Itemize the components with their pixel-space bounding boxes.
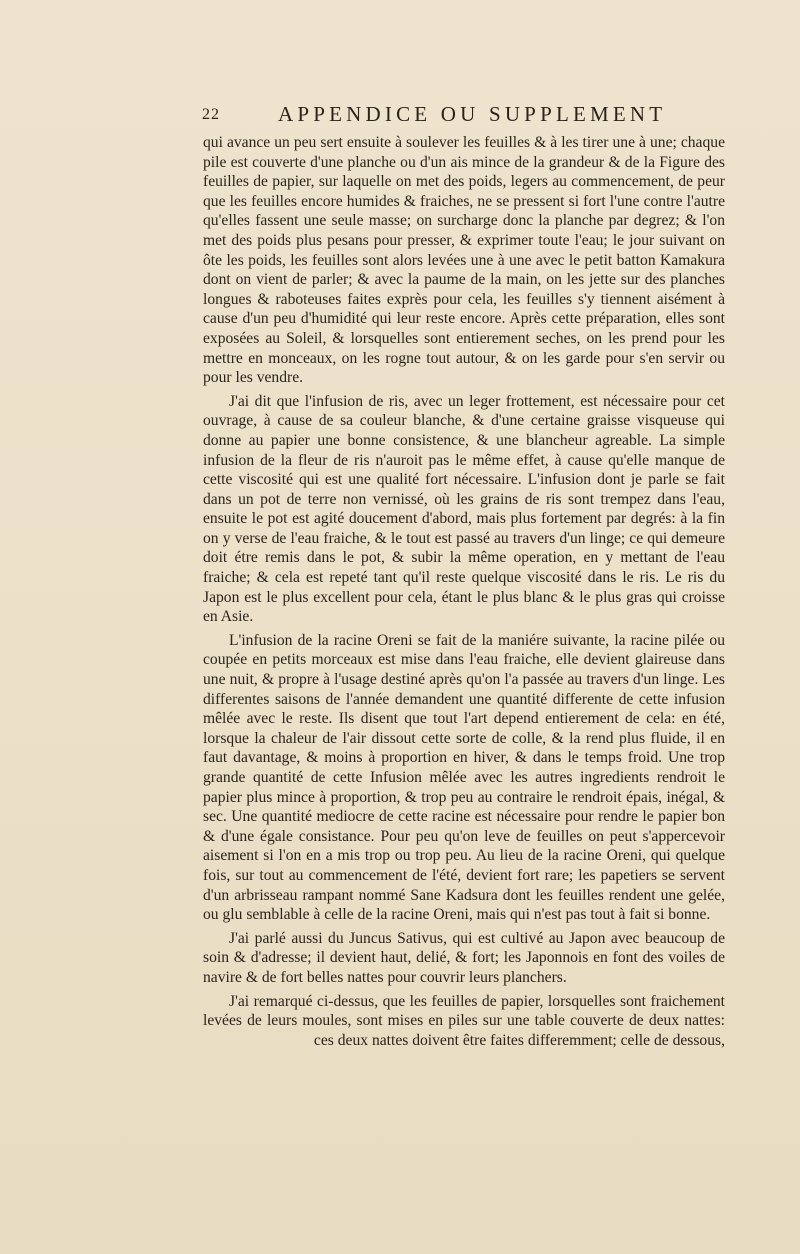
paragraph-mats: J'ai remarqué ci-dessus, que les feuilles de papier, lorsquelles sont fraichement levées de leurs moules, sont mises en piles sur une table couverte de deux nattes: ces deux nattes doivent être faites differemment; celle de dessous, [203,992,725,1049]
paragraph-oreni-root: L'infusion de la racine Oreni se fait de la maniére suivante, la racine pilée ou coupée en petits morceaux est mise dans l'eau fraiche, elle devient glaireuse dans une nuit, & propre à l'usage destiné après qu'on l'a passée au travers d'un linge. Les differentes saisons de l'année demandent une quantité differente de cette infusion mêlée avec le reste. Ils disent que tout l'art depend entierement de cela: en été, lorsque la chaleur de l'air dissout cette sorte de colle, & la rend plus fluide, il en faut davantage, & moins à proportion en hiver, & dans le temps froid. Une trop grande quantité de cette Infusion mêlée avec les autres ingredients rendroit le papier plus mince à proportion, & trop peu au contraire le rendroit épais, inégal, & sec. Une quantité mediocre de cette racine est nécessaire pour rendre le papier bon & d'une égale consistance. Pour peu qu'on leve de feuilles on peut s'appercevoir aisement si l'on en a mis trop ou trop peu. Au lieu de la racine Oreni, qui quelque fois, sur tout au commencement de l'été, devient fort rare; les papetiers se servent d'un arbrisseau rampant nommé Sane Kadsura dont les feuilles rendent une gelée, ou glu semblable à celle de la racine Oreni, mais qui n'est pas tout à fait si bonne. [203,631,725,924]
body-text [203,133,725,1054]
page-number: 22 [202,106,220,123]
paragraph-rice-infusion: J'ai dit que l'infusion de ris, avec un leger frottement, est nécessaire pour cet ouvrage, à cause de sa couleur blanche, & d'une certaine graisse visqueuse qui donne au papier une bonne consistence, & une blancheur agreable. La simple infusion de la fleur de ris n'auroit pas le même effet, à cause qu'elle manque de cette viscosité qui est une qualité fort nécessaire. L'infusion dont je parle se fait dans un pot de terre non vernissé, où les grains de ris sont trempez dans l'eau, ensuite le pot est agité doucement d'abord, mais plus fortement par degrés: à la fin on y verse de l'eau fraiche, & le tout est passé au travers d'un linge; ce qui demeure doit étre remis dans le pot, & subir la même operation, en y mettant de l'eau fraiche; & cela est repeté tant qu'il reste quelque viscosité dans le ris. Le ris du Japon est le plus excellent pour cela, étant le plus blanc & le plus gras qui croisse en Asie. [203,392,725,626]
paragraph-juncus-sativus: J'ai parlé aussi du Juncus Sativus, qui est cultivé au Japon avec beaucoup de soin & d'adresse; il devient haut, delié, & fort; les Japonnois en font des voiles de navire & de fort belles nattes pour couvrir leurs planchers. [203,929,725,986]
page-header [202,102,722,132]
running-title: APPENDICE OU SUPPLEMENT [278,102,667,126]
paragraph-continued: qui avance un peu sert ensuite à soulever les feuilles & à les tirer une à une; chaque pile est couverte d'une planche ou d'un ais mince de la grandeur & de la Figure des feuilles de papier, sur laquelle on met des poids, legers au commencement, de peur que les feuilles encore humides & fraiches, ne se pressent si fort l'une contre l'autre qu'elles fassent une seule masse; on surcharge donc la planche par degrez; & l'on met des poids plus pesans pour presser, & exprimer toute l'eau; le jour suivant on ôte les poids, les feuilles sont alors levées une à une avec le petit batton Kamakura dont on vient de parler; & avec la paume de la main, on les jette sur des planches longues & raboteuses faites exprès pour cela, les feuilles s'y tiennent aisément à cause d'un peu d'humidité qui leur reste encore. Après cette préparation, elles sont exposées au Soleil, & lorsquelles sont entierement seches, on les prend pour les mettre en monceaux, on les rogne tout autour, & on les garde pour s'en servir ou pour les vendre. [203,134,725,387]
